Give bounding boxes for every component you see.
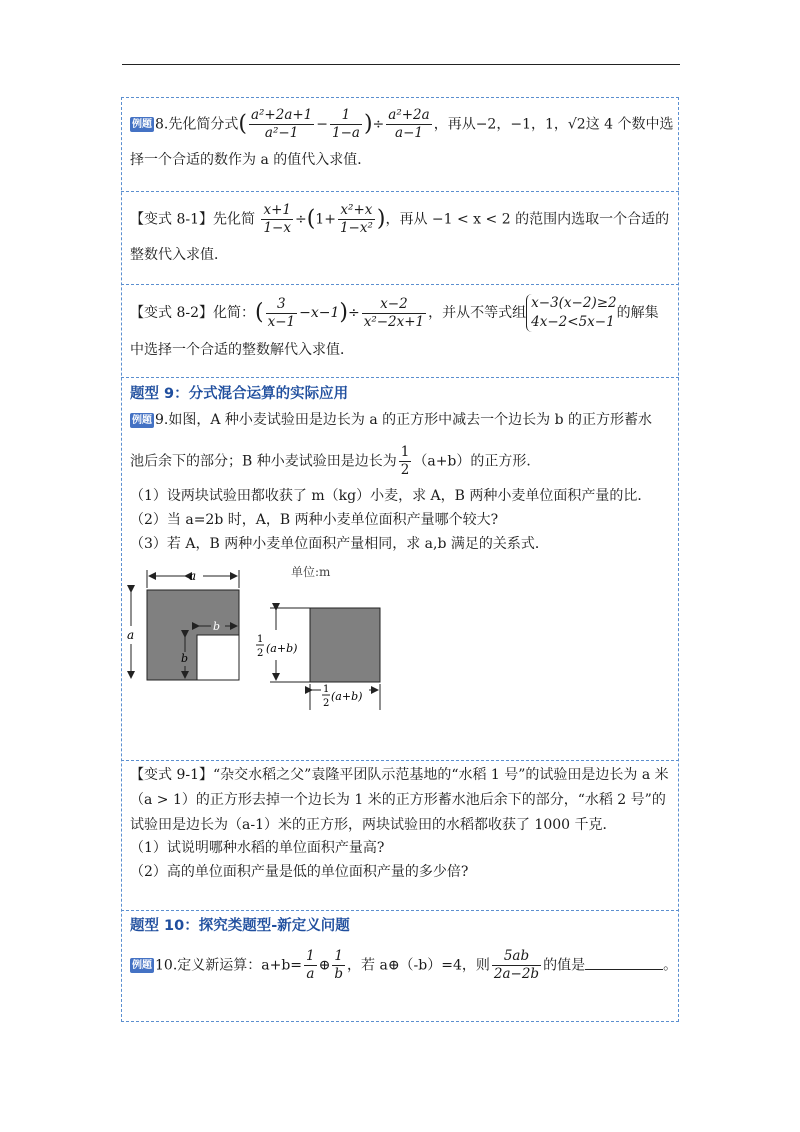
- label-b-inner-left: b: [181, 652, 189, 665]
- svg-text:2: 2: [323, 698, 330, 709]
- section-divider: [121, 377, 679, 378]
- wheat-field-figure: [125, 560, 395, 720]
- label-bottom-b: (a+b): [331, 690, 363, 703]
- example-9-question-1: （1）设两块试验田都收获了 m（kg）小麦，求 A，B 两种小麦单位面积产量的比．: [130, 488, 652, 504]
- svg-text:1: 1: [257, 634, 264, 645]
- fraction: $\frac{\text{a²+2a+1}}{\text{a²−1}}$: [250, 107, 313, 141]
- unit-label: 单位:m: [291, 565, 331, 579]
- field-a-pond: [197, 635, 239, 680]
- fraction: $\frac{\text{a²+2a}}{a-1}$: [388, 107, 430, 141]
- example-9-question-3: （3）若 A，B 两种小麦单位面积产量相同，求 a,b 满足的关系式．: [130, 536, 549, 552]
- fraction: $\frac{5ab}{2a-2b}$: [493, 948, 540, 982]
- inequality-system: x−3(x−2)≥2 4x−2<5x−1: [526, 294, 616, 332]
- section-divider: [121, 910, 679, 911]
- variant-label: 【变式 8-2】: [130, 305, 213, 321]
- example-badge: 例题: [132, 119, 152, 130]
- fraction: $\frac{3}{x-1}$: [267, 295, 296, 330]
- fraction: $\frac{x+1}{1-x}$: [263, 202, 291, 236]
- fraction: $\frac{1}{b}$: [334, 948, 344, 982]
- example-8-line-1: 例题 8.先化简分式( $\frac{\text{a²+2a+1}}{\text{a²−1}}$ − $\frac{1}{1-a}$ )÷ $\frac{\text{a²+2a}}{a-1}$ ，再从−2，−1，1，√2这 4 个数中选: [132, 107, 674, 141]
- label-a-left: a: [127, 628, 135, 642]
- variant-label: 【变式 9-1】: [130, 767, 213, 783]
- variant-8-1-line-1: 【变式 8-1】先化简 $\frac{x+1}{1-x}$ ÷(1+ $\frac{\text{x²+x}}{\text{1−x²}}$ )，再从 −1 < x < 2 的范围内选取一个合适的: [130, 202, 670, 236]
- answer-blank[interactable]: [585, 955, 663, 970]
- fraction: $\frac{1}{a}$: [306, 948, 315, 982]
- fraction: $\frac{1}{1-a}$: [332, 107, 360, 141]
- label-b-inner-top: b: [213, 620, 221, 633]
- section-divider: [121, 284, 679, 285]
- example-9-question-2: （2）当 a=2b 时，A，B 两种小麦单位面积产量哪个较大?: [130, 512, 499, 528]
- section-heading-10: 题型 10：探究类题型-新定义问题: [130, 918, 350, 934]
- fraction: $\frac{\text{x²+x}}{\text{1−x²}}$: [339, 202, 373, 236]
- svg-text:2: 2: [257, 648, 264, 659]
- example-8-line-2: 择一个合适的数作为 a 的值代入求值．: [130, 152, 372, 168]
- variant-9-1-question-2: （2）高的单位面积产量是低的单位面积产量的多少倍?: [130, 864, 469, 880]
- variant-label: 【变式 8-1】: [130, 211, 213, 228]
- fraction-half: $\frac{1}{2}$: [400, 444, 410, 478]
- variant-9-1-question-1: （1）试说明哪种水稻的单位面积产量高?: [130, 840, 385, 856]
- variant-9-1-line-1: 【变式 9-1】“杂交水稻之父”袁隆平团队示范基地的“水稻 1 号”的试验田是边长为 a 米: [130, 767, 669, 783]
- variant-9-1-line-3: 试验田是边长为（a-1）米的正方形，两块试验田的水稻都收获了 1000 千克．: [130, 817, 617, 833]
- field-b-square: [310, 608, 380, 682]
- section-divider: [121, 760, 679, 761]
- example-9-line-1: 例题 9.如图，A 种小麦试验田是边长为 a 的正方形中减去一个边长为 b 的正方形蓄水: [132, 412, 653, 428]
- section-divider: [121, 191, 679, 192]
- page-top-rule: [122, 64, 680, 65]
- example-badge: 例题: [132, 960, 152, 971]
- example-10-line-1: 例题 10.定义新运算：a+b= $\frac{1}{a}$ ⊕ $\frac{1}{b}$ ，若 a⊕（-b）=4，则 $\frac{5ab}{2a-2b}$ 的值是 。: [132, 948, 678, 982]
- variant-8-2-line-2: 中选择一个合适的整数解代入求值．: [130, 342, 354, 358]
- fraction: $\frac{x-2}{\text{x²−2x+1}}$: [363, 295, 425, 330]
- example-badge: 例题: [132, 414, 152, 426]
- variant-9-1-line-2: （a > 1）的正方形去掉一个边长为 1 米的正方形蓄水池后余下的部分，“水稻 2 号”的: [130, 792, 666, 808]
- svg-text:1: 1: [323, 684, 330, 695]
- variant-8-1-line-2: 整数代入求值．: [130, 247, 228, 263]
- label-left-b: (a+b): [266, 642, 298, 655]
- example-9-line-2: 池后余下的部分；B 种小麦试验田是边长为 $\frac{1}{2}$ （a+b）的正方形．: [130, 444, 541, 478]
- section-heading-9: 题型 9：分式混合运算的实际应用: [130, 386, 349, 402]
- label-a-top: a: [189, 569, 197, 583]
- variant-8-2-line-1: 【变式 8-2】化简：( $\frac{3}{x-1}$ −x−1)÷ $\frac{x-2}{\text{x²−2x+1}}$ ，并从不等式组 x−3(x−2)≥2 4x−2<5x−1 的解集: [130, 295, 659, 330]
- example-8-prefix: 8.先化简分式: [155, 116, 239, 133]
